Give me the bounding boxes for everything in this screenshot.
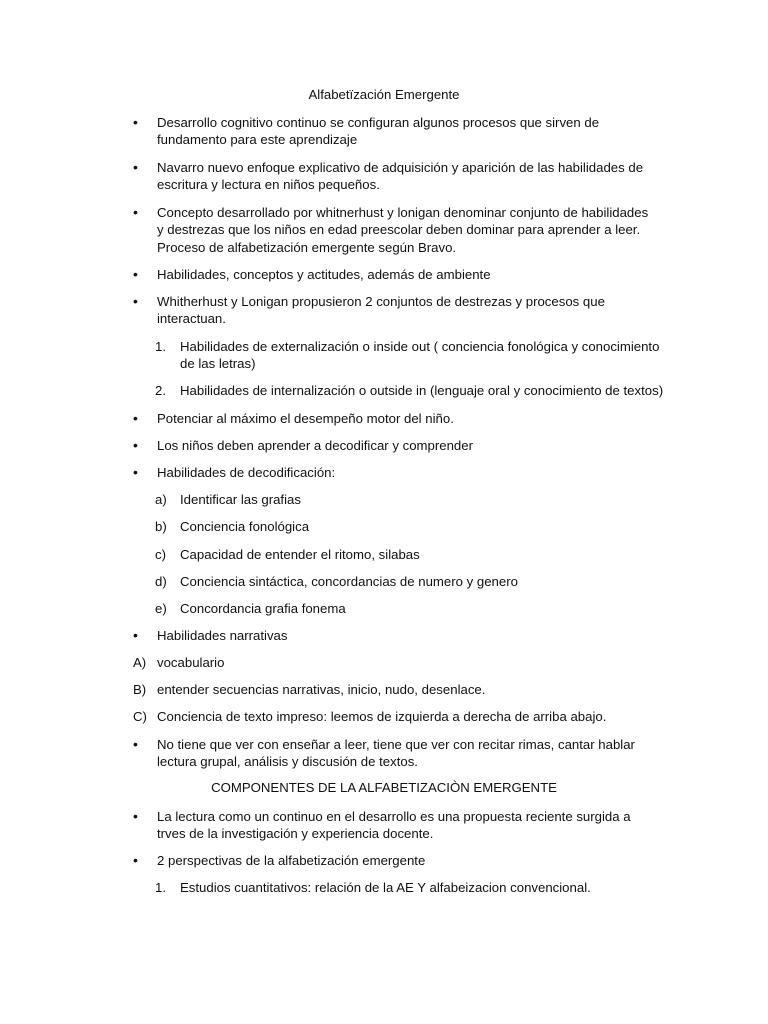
- list-item-text: 2 perspectivas de la alfabetización emergente: [157, 853, 426, 868]
- bullet-icon: •: [133, 114, 138, 130]
- bullet-icon: •: [133, 410, 138, 426]
- list-item-text: La lectura como un continuo en el desarrollo es una propuesta reciente surgida a trves de la investigación y experiencia docente.: [157, 809, 631, 842]
- bullet-icon: •: [133, 437, 138, 453]
- list-item-text: No tiene que ver con enseñar a leer, tiene que ver con recitar rimas, cantar hablar lectura grupal, análisis y discusión de textos.: [157, 737, 635, 770]
- section-title: COMPONENTES DE LA ALFABETIZACIÒN EMERGENTE: [211, 780, 557, 795]
- list-item-text: Habilidades de decodificación:: [157, 465, 336, 480]
- list-item-text: Concepto desarrollado por whitnerhust y lonigan denominar conjunto de habilidades y destrezas que los niños en edad preescolar deben dominar para aprender a leer. Proceso de alfabetización emergente según Bravo.: [157, 205, 649, 255]
- list-number: 1.: [155, 339, 166, 354]
- bullet-icon: •: [133, 159, 138, 175]
- list-item-text: Conciencia sintáctica, concordancias de numero y genero: [180, 574, 518, 589]
- bullet-icon: •: [133, 852, 138, 868]
- list-item-text: Habilidades, conceptos y actitudes, además de ambiente: [157, 267, 491, 282]
- bullet-icon: •: [133, 736, 138, 752]
- list-item-text: Whitherhust y Lonigan propusieron 2 conjuntos de destrezas y procesos que interactuan.: [157, 294, 605, 327]
- list-item-text: Conciencia de texto impreso: leemos de izquierda a derecha de arriba abajo.: [157, 709, 607, 724]
- list-item-text: Concordancia grafia fonema: [180, 601, 346, 616]
- list-number: 2.: [155, 383, 166, 398]
- list-letter: c): [155, 547, 166, 562]
- list-letter: b): [155, 519, 167, 534]
- list-letter: C): [133, 709, 147, 724]
- list-item-text: Estudios cuantitativos: relación de la AE Y alfabeizacion convencional.: [180, 880, 591, 895]
- list-letter: a): [155, 492, 167, 507]
- list-item-text: Potenciar al máximo el desempeño motor del niño.: [157, 411, 454, 426]
- bullet-icon: •: [133, 204, 138, 220]
- list-item-text: Navarro nuevo enfoque explicativo de adquisición y aparición de las habilidades de escritura y lectura en niños pequeños.: [157, 160, 644, 193]
- list-letter: e): [155, 601, 167, 616]
- list-letter: A): [133, 655, 147, 670]
- list-item-text: Habilidades de externalización o inside out ( conciencia fonológica y conocimiento de las letras): [180, 339, 660, 372]
- list-item-text: Habilidades de internalización o outside in (lenguaje oral y conocimiento de textos): [180, 383, 664, 398]
- bullet-icon: •: [133, 266, 138, 282]
- list-item-text: Habilidades narrativas: [157, 628, 288, 643]
- list-item-text: Desarrollo cognitivo continuo se configuran algunos procesos que sirven de fundamento para este aprendizaje: [157, 115, 600, 148]
- list-item-text: Los niños deben aprender a decodificar y comprender: [157, 438, 473, 453]
- list-item-text: vocabulario: [157, 655, 225, 670]
- list-item-text: Capacidad de entender el ritomo, silabas: [180, 547, 420, 562]
- list-item-text: entender secuencias narrativas, inicio, nudo, desenlace.: [157, 682, 486, 697]
- bullet-icon: •: [133, 293, 138, 309]
- list-letter: d): [155, 574, 167, 589]
- bullet-icon: •: [133, 464, 138, 480]
- list-item-text: Identificar las grafias: [180, 492, 301, 507]
- list-number: 1.: [155, 880, 166, 895]
- list-letter: B): [133, 682, 147, 697]
- bullet-icon: •: [133, 627, 138, 643]
- bullet-icon: •: [133, 808, 138, 824]
- document-title: Alfabetïzación Emergente: [308, 87, 460, 102]
- list-item-text: Conciencia fonológica: [180, 519, 310, 534]
